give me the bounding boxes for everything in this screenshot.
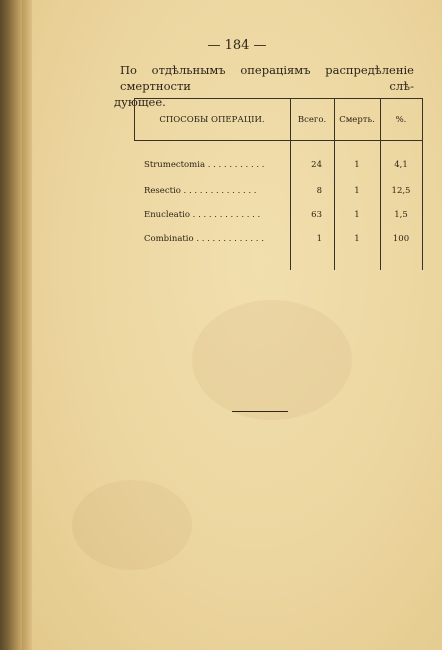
row-died: 1 [354,186,360,196]
table-right-border [422,98,423,270]
book-binding [0,0,22,650]
row-method: Resectio . . . . . . . . . . . . . . [144,186,257,196]
row-died: 1 [354,160,360,170]
row-percent: 4,1 [394,160,408,170]
row-percent: 100 [392,234,410,244]
mortality-table [134,98,422,270]
row-total: 8 [316,186,322,196]
table-row [134,160,422,174]
intro-line-1: По отдѣльнымъ операціямъ распредѣленіе смертности слѣ- [120,63,414,93]
intro-line-2: дующее. [114,95,166,109]
row-method: Combinatio . . . . . . . . . . . . . [144,234,264,244]
table-top-border [134,98,422,99]
row-method: Strumectomia . . . . . . . . . . . [144,160,265,170]
header-died: Смерть. [339,115,375,125]
row-died: 1 [354,234,360,244]
table-row [134,210,422,224]
header-percent: %. [395,115,407,125]
book-page [32,0,442,650]
row-percent: 12,5 [391,186,411,196]
row-total: 63 [311,210,322,220]
page-number: — 184 — [207,38,267,53]
row-died: 1 [354,210,360,220]
row-percent: 1,5 [394,210,408,220]
section-end-rule [232,411,288,412]
row-total: 24 [311,160,322,170]
table-header-divider [134,140,422,141]
table-row [134,234,422,248]
paper-stain [192,300,352,420]
paper-stain [72,480,192,570]
header-total: Всего. [297,115,327,125]
table-row [134,186,422,200]
row-total: 1 [316,234,322,244]
binding-edge [22,0,32,650]
header-method: СПОСОБЫ ОПЕРАЦІИ. [159,115,265,125]
row-method: Enucleatio . . . . . . . . . . . . . [144,210,261,220]
